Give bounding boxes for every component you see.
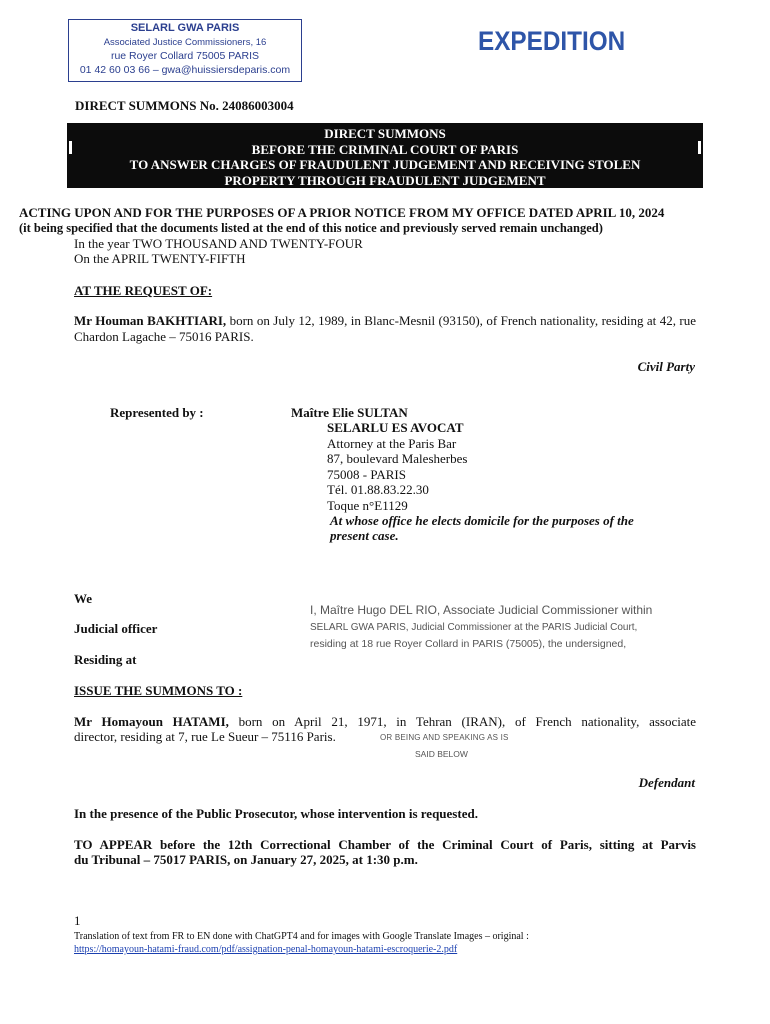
banner-line-1: DIRECT SUMMONS [324, 126, 446, 141]
officer-text-3: residing at 18 rue Royer Collard in PARIS (75005), the undersigned, [310, 638, 627, 650]
firm-street: 87, boulevard Malesherbes [327, 451, 468, 466]
plaintiff-details: born on July 12, 1989, in Blanc-Mesnil (93150), of French nationality, residing at 42, rue Chardon Lagache – 75016 PARIS. [74, 313, 696, 344]
issue-heading: ISSUE THE SUMMONS TO : [74, 683, 243, 698]
we-label: We [74, 591, 93, 606]
firm-phone: Tél. 01.88.83.22.30 [327, 482, 429, 497]
civil-party-label: Civil Party [637, 359, 695, 374]
banner-left-bar [69, 141, 72, 154]
defendant-details-2: director, residing at 7, rue Le Sueur – 75116 Paris. [74, 729, 336, 744]
service-stamp-line-1: OR BEING AND SPEAKING AS IS [380, 733, 509, 742]
defendant-line-1 [74, 714, 696, 730]
title-banner [67, 123, 703, 188]
defendant-details-1: born on April 21, 1971, in Tehran (IRAN), of French nationality, associate [228, 714, 696, 729]
request-heading: AT THE REQUEST OF: [74, 283, 213, 298]
defendant-label: Defendant [638, 775, 695, 790]
appear-line-1: TO APPEAR before the 12th Correctional Chamber of the Criminal Court of Paris, sitting at Parvis [74, 837, 696, 852]
officer-text-1: I, Maître Hugo DEL RIO, Associate Judicial Commissioner within [310, 603, 653, 617]
domicile-line-1: At whose office he elects domicile for the purposes of the [330, 513, 634, 528]
year-line: In the year TWO THOUSAND AND TWENTY-FOUR [74, 236, 363, 251]
law-firm: SELARLU ES AVOCAT [327, 420, 464, 435]
plaintiff-name: Mr Houman BAKHTIARI, [74, 313, 227, 328]
date-line: On the APRIL TWENTY-FIFTH [74, 251, 246, 266]
service-stamp-line-2: SAID BELOW [415, 749, 468, 759]
appear-line-2: du Tribunal – 75017 PARIS, on January 27, 2025, at 1:30 p.m. [74, 852, 418, 867]
stamp-subtitle: Associated Justice Commissioners, 16 [103, 37, 267, 48]
domicile-line-2: present case. [330, 528, 399, 543]
summons-number: DIRECT SUMMONS No. 24086003004 [75, 98, 294, 113]
original-document-link[interactable]: https://homayoun-hatami-fraud.com/pdf/assignation-penal-homayoun-hatami-escroquerie-2.pdf [74, 944, 458, 955]
expedition-stamp: EXPEDITION [478, 26, 626, 56]
banner-line-4: PROPERTY THROUGH FRAUDULENT JUDGEMENT [224, 172, 546, 188]
firm-city: 75008 - PARIS [327, 467, 406, 482]
page-number: 1 [74, 913, 81, 928]
preamble-line-1: ACTING UPON AND FOR THE PURPOSES OF A PRIOR NOTICE FROM MY OFFICE DATED APRIL 10, 2024 [19, 205, 665, 220]
defendant-name: Mr Homayoun HATAMI, [74, 714, 229, 729]
preamble-line-2: (it being specified that the documents listed at the end of this notice and previously served remain unchanged) [19, 221, 603, 235]
translation-note: Translation of text from FR to EN done with ChatGPT4 and for images with Google Translate Images – original : [74, 931, 529, 942]
prosecutor-line: In the presence of the Public Prosecutor, whose intervention is requested. [74, 806, 478, 821]
bar-line: Attorney at the Paris Bar [327, 436, 457, 451]
banner-line-2: BEFORE THE CRIMINAL COURT OF PARIS [251, 141, 519, 157]
firm-toque: Toque n°E1129 [327, 498, 408, 513]
judicial-officer-label: Judicial officer [74, 621, 158, 636]
stamp-name: SELARL GWA PARIS [130, 22, 240, 34]
stamp-address: rue Royer Collard 75005 PARIS [110, 50, 260, 62]
represented-by-label: Represented by : [110, 405, 204, 420]
plaintiff-paragraph [74, 313, 696, 344]
stamp-contact: 01 42 60 03 66 – gwa@huissiersdeparis.com [79, 64, 291, 76]
residing-at-label: Residing at [74, 652, 137, 667]
banner-right-bar [698, 141, 701, 154]
banner-line-3: TO ANSWER CHARGES OF FRAUDULENT JUDGEMENT AND RECEIVING STOLEN [129, 157, 641, 172]
lawyer-name: Maître Elie SULTAN [291, 405, 408, 420]
office-stamp [68, 19, 302, 82]
officer-text-2: SELARL GWA PARIS, Judicial Commissioner at the PARIS Judicial Court, [310, 622, 638, 633]
